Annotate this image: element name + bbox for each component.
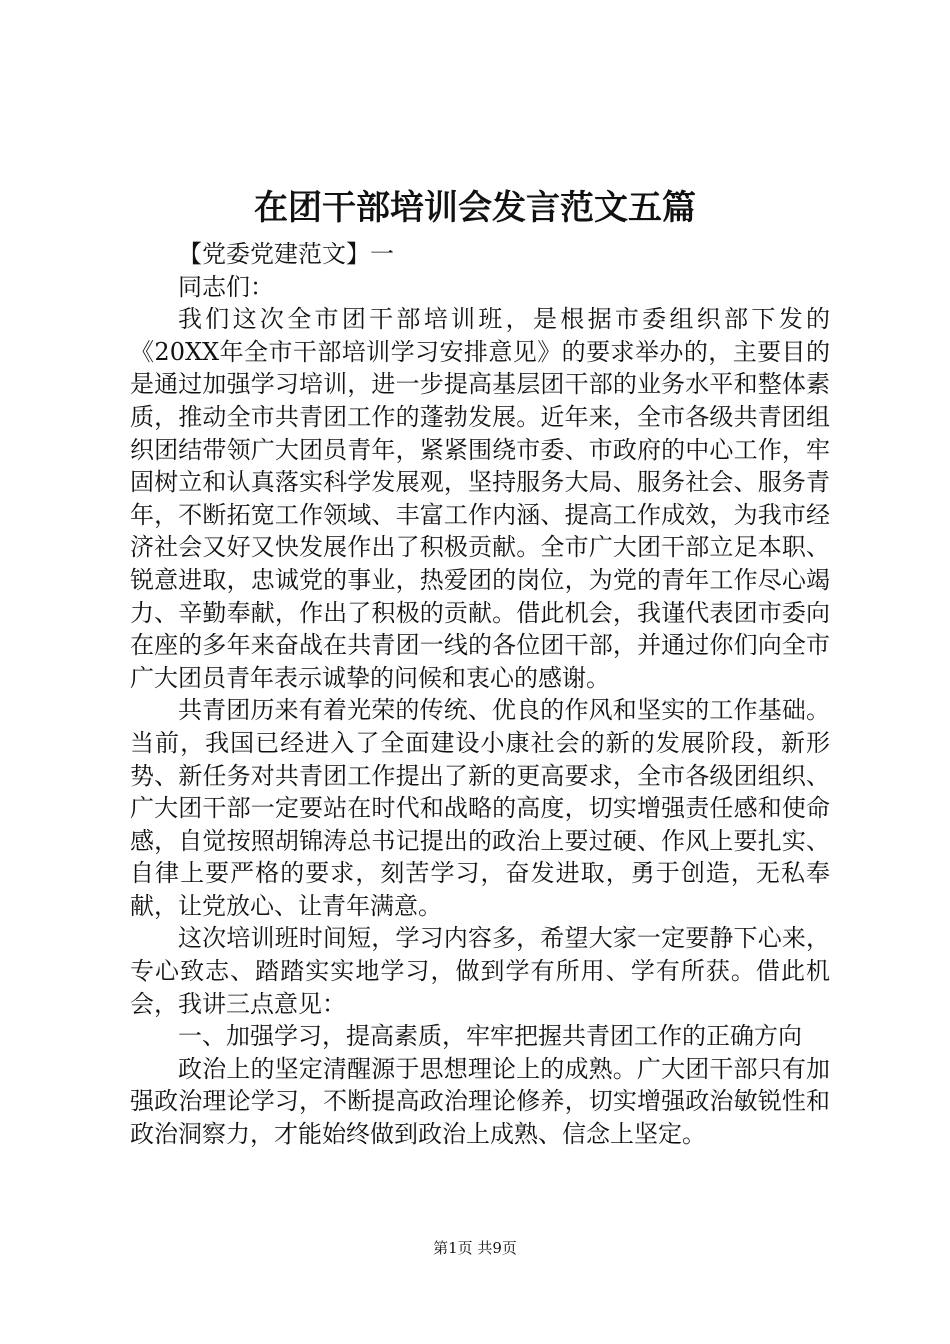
document-title: 在团干部培训会发言范文五篇	[254, 188, 696, 228]
page-number: 第1页 共9页	[433, 1239, 517, 1257]
salutation: 同志们：	[178, 272, 274, 301]
document-body	[130, 238, 830, 1151]
body-paragraph: 共青团历来有着光荣的传统、优良的作风和坚实的工作基础。当前，我国已经进入了全面建设小康社会的新的发展阶段，新形势、新任务对共青团工作提出了新的更高要求，全市各级团组织、广大团干部一定要站在时代和战略的高度，切实增强责任感和使命感，自觉按照胡锦涛总书记提出的政治上要过硬、作风上要扎实、自律上要严格的要求，刻苦学习，奋发进取，勇于创造，无私奉献，让党放心、让青年满意。	[130, 696, 830, 920]
section-heading: 一、加强学习，提高素质，牢牢把握共青团工作的正确方向	[178, 1022, 802, 1051]
section-tag: 【党委党建范文】一	[178, 240, 394, 268]
body-paragraph: 我们这次全市团干部培训班，是根据市委组织部下发的《20XX年全市干部培训学习安排意见》的要求举办的，主要目的是通过加强学习培训，进一步提高基层团干部的业务水平和整体素质，推动全市共青团工作的蓬勃发展。近年来，全市各级共青团组织团结带领广大团员青年，紧紧围绕市委、市政府的中心工作，牢固树立和认真落实科学发展观，坚持服务大局、服务社会、服务青年，不断拓宽工作领域、丰富工作内涵、提高工作成效，为我市经济社会又好又快发展作出了积极贡献。全市广大团干部立足本职、锐意进取，忠诚党的事业，热爱团的岗位，为党的青年工作尽心竭力、辛勤奉献，作出了积极的贡献。借此机会，我谨代表团市委向在座的多年来奋战在共青团一线的各位团干部，并通过你们向全市广大团员青年表示诚挚的问候和衷心的感谢。	[130, 305, 830, 692]
body-paragraph: 这次培训班时间短，学习内容多，希望大家一定要静下心来，专心致志、踏踏实实地学习，做到学有所用、学有所获。借此机会，我讲三点意见：	[130, 924, 830, 1018]
body-paragraph: 政治上的坚定清醒源于思想理论上的成熟。广大团干部只有加强政治理论学习，不断提高政治理论修养，切实增强政治敏锐性和政治洞察力，才能始终做到政治上成熟、信念上坚定。	[130, 1054, 830, 1149]
